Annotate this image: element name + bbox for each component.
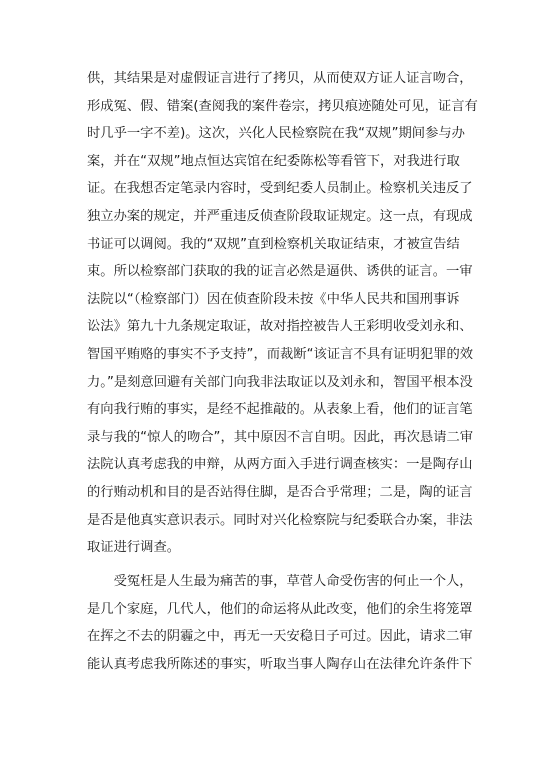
text-line: 是几个家庭，几代人，他们的命运将从此改变，他们的余生将笼罩 — [87, 601, 473, 617]
text-line: 案，并在“双规”地点恒达宾馆在纪委陈松等看管下，对我进行取 — [87, 153, 460, 169]
text-line: 束。所以检察部门获取的我的证言必然是逼供、诱供的证言。一审 — [87, 264, 473, 280]
paragraph-1 — [87, 65, 478, 562]
text-line: 力。”是刻意回避有关部门向我非法取证以及刘永和，智国平根本没 — [87, 374, 473, 390]
text-line: 供，其结果是对虚假证言进行了拷贝，从而使双方证人证言吻合， — [87, 71, 473, 86]
text-line: 在挥之不去的阴霾之中，再无一天安稳日子可过。因此，请求二审 — [87, 629, 473, 645]
text-line: 的行贿动机和目的是否站得住脚，是否合乎常理；二是，陶的证言 — [87, 484, 473, 500]
text-line: 智国平贿赂的事实不予支持”，而裁断“该证言不具有证明犯罪的效 — [87, 346, 474, 362]
text-line: 形成冤、假、错案(查阅我的案件卷宗，拷贝痕迹随处可见，证言有 — [87, 98, 478, 114]
text-line: 有向我行贿的事实，是经不起推敲的。从表象上看，他们的证言笔 — [87, 402, 473, 418]
text-line: 证。在我想否定笔录内容时，受到纪委人员制止。检察机关违反了 — [87, 181, 473, 197]
text-line: 法院以“（检察部门）因在侦查阶段未按《中华人民共和国刑事诉 — [87, 291, 460, 307]
text-line: 受冤枉是人生最为痛苦的事，草菅人命受伤害的何止一个人， — [87, 574, 473, 589]
text-line: 能认真考虑我所陈述的事实，听取当事人陶存山在法律允许条件下 — [87, 656, 473, 672]
text-line: 录与我的“惊人的吻合”，其中原因不言自明。因此，再次恳请二审 — [87, 429, 474, 445]
text-line: 是否是他真实意识表示。同时对兴化检察院与纪委联合办案，非法 — [87, 512, 473, 528]
text-line: 时几乎一字不差)。这次，兴化人民检察院在我“双规”期间参与办 — [87, 126, 465, 142]
text-line: 书证可以调阅。我的“双规”直到检察机关取证结束，才被宣告结 — [87, 236, 460, 252]
text-line: 法院认真考虑我的申辩，从两方面入手进行调查核实：一是陶存山 — [87, 457, 473, 473]
text-line: 独立办案的规定，并严重违反侦查阶段取证规定。这一点，有现成 — [87, 208, 473, 224]
text-line: 取证进行调查。 — [87, 540, 181, 556]
paragraph-2 — [87, 568, 473, 678]
text-line: 讼法》第九十九条规定取证，故对指控被告人王彩明收受刘永和、 — [87, 319, 473, 335]
